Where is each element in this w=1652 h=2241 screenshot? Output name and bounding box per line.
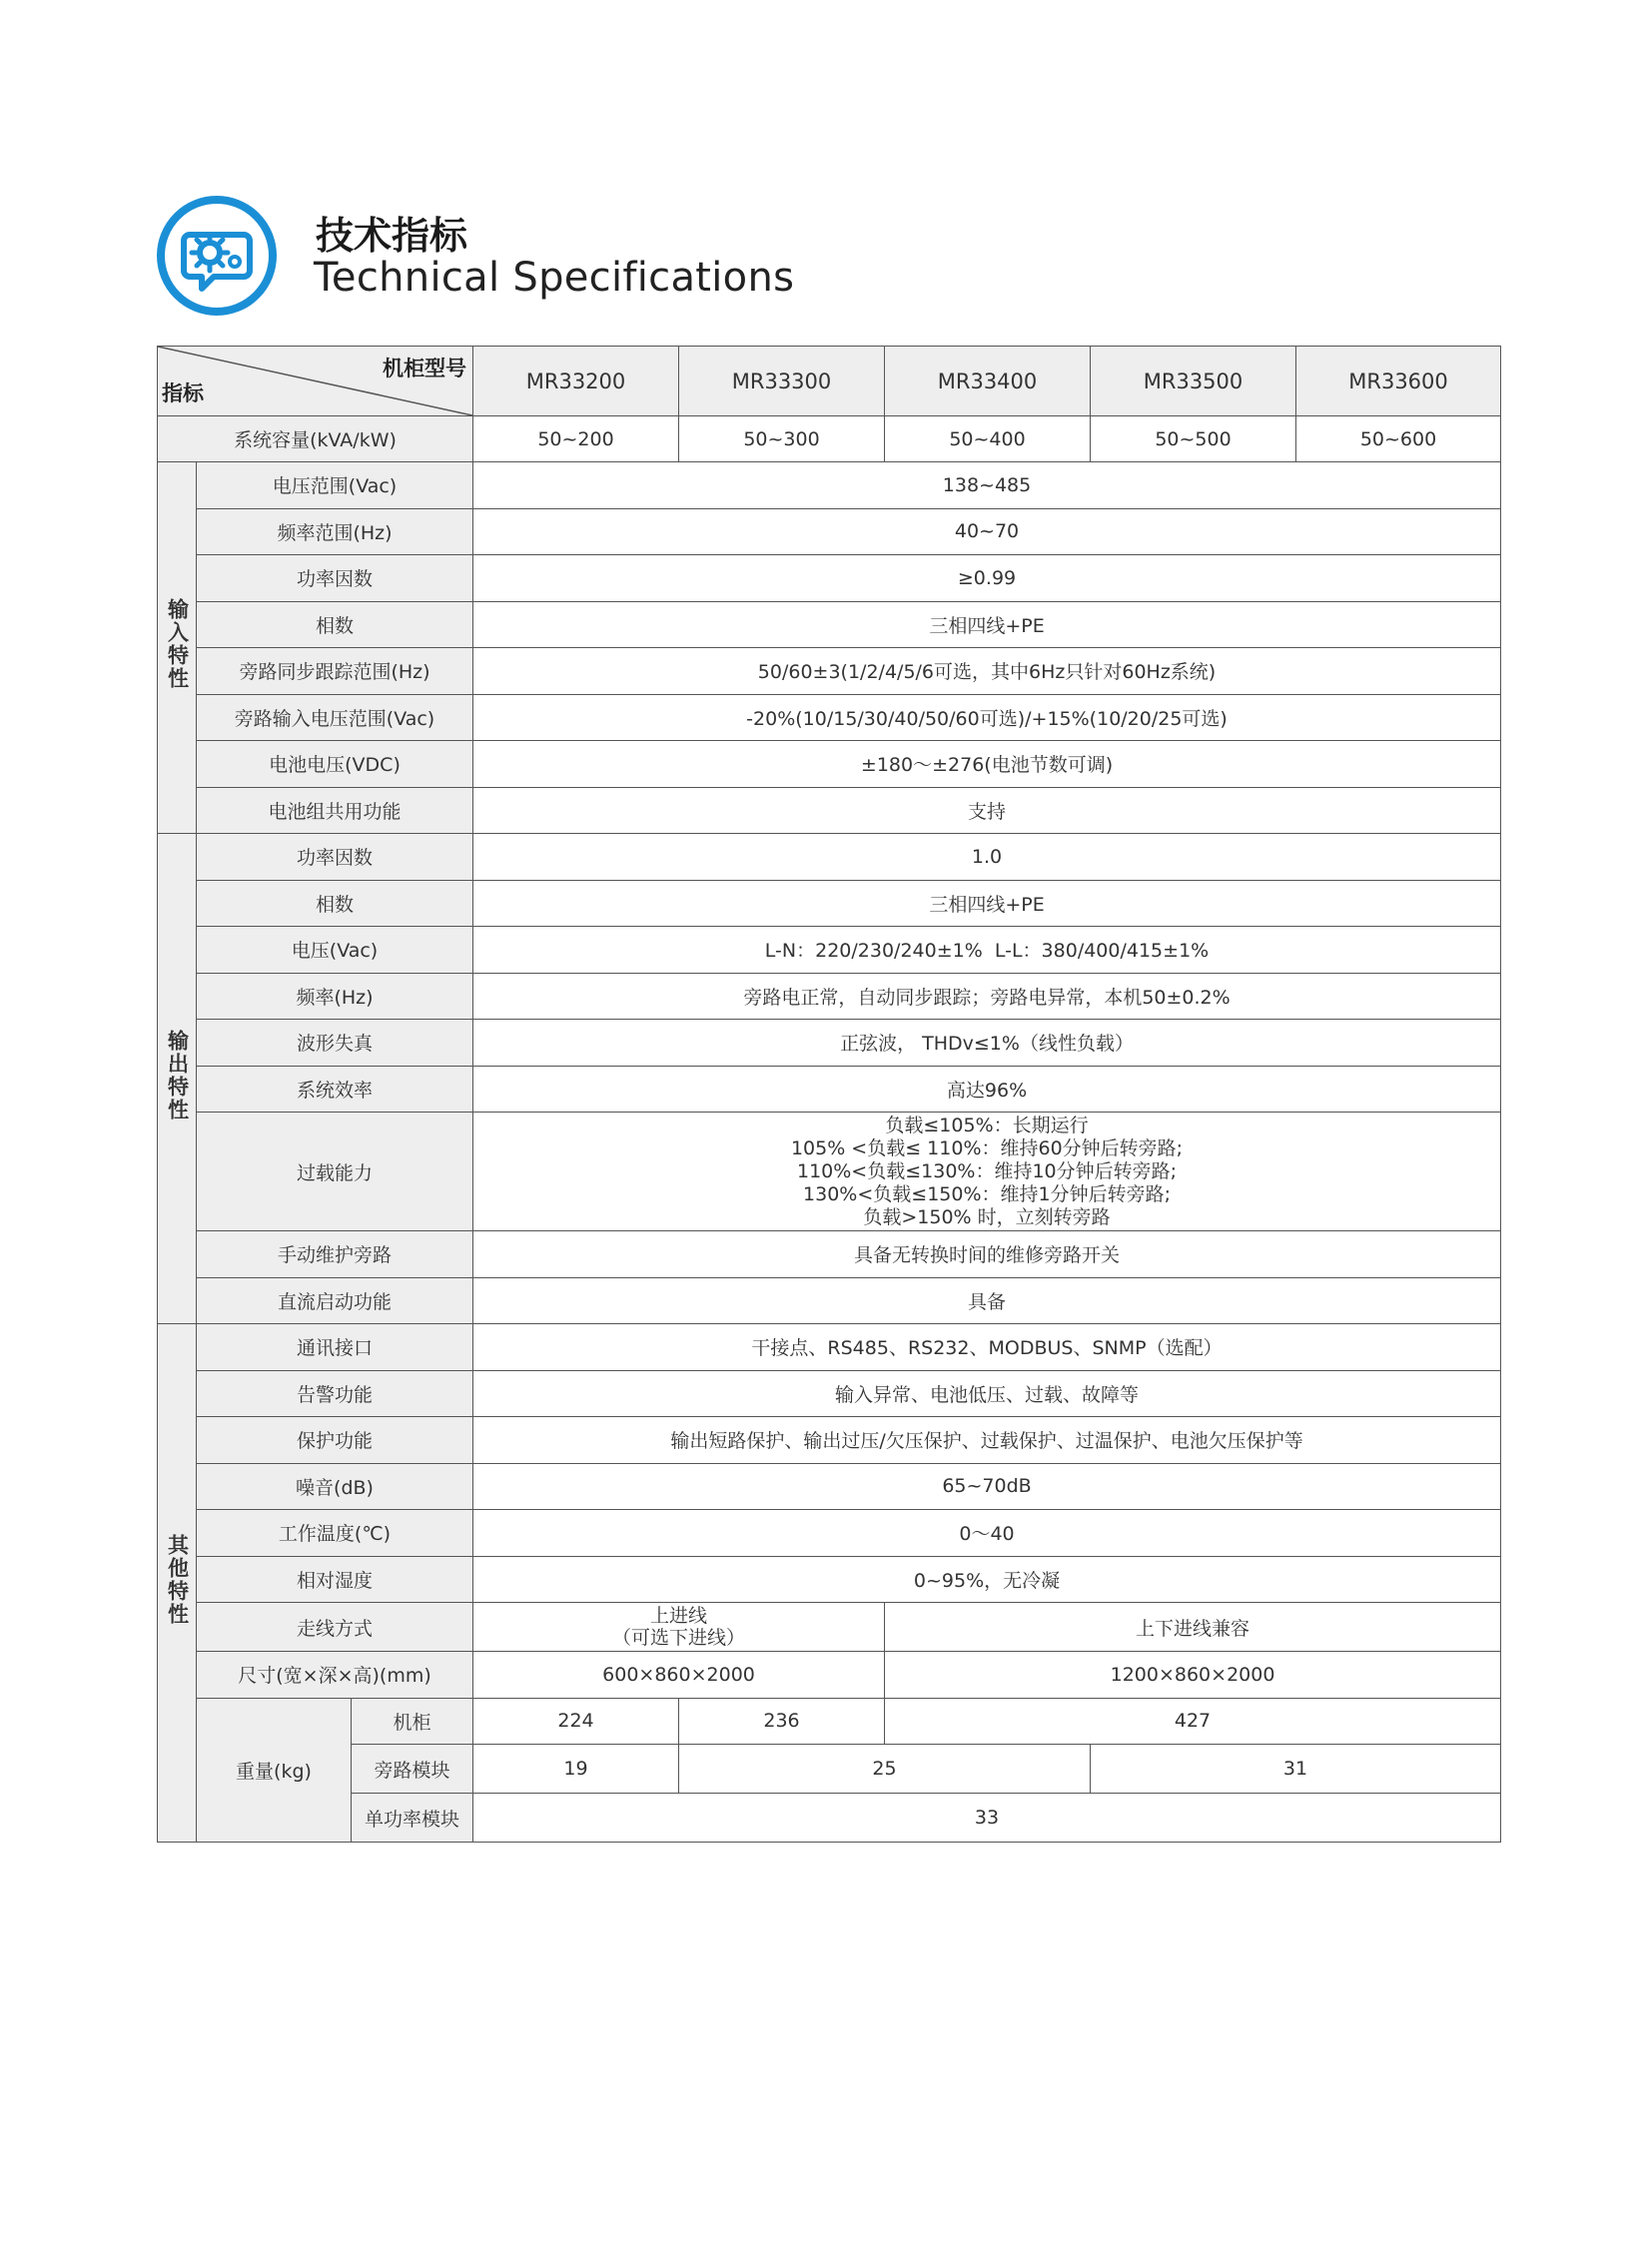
section-header	[156, 195, 1055, 325]
row-label: 功率因数	[197, 834, 473, 881]
settings-chat-icon	[156, 195, 278, 317]
table-row	[158, 1370, 1501, 1417]
spec-table	[157, 346, 1501, 1843]
capacity-row	[158, 416, 1501, 462]
row-value: 427	[885, 1698, 1501, 1745]
capacity-value: 50~300	[679, 416, 885, 462]
row-value: 具备	[473, 1277, 1501, 1324]
table-row	[158, 1324, 1501, 1371]
row-value: 旁路电正常，自动同步跟踪；旁路电异常，本机50±0.2%	[473, 973, 1501, 1020]
table-row	[158, 741, 1501, 788]
row-label: 保护功能	[197, 1417, 473, 1464]
row-value: 1.0	[473, 834, 1501, 881]
row-value: 输出短路保护、输出过压/欠压保护、过载保护、过温保护、电池欠压保护等	[473, 1417, 1501, 1464]
table-row	[158, 973, 1501, 1020]
group-label-other	[158, 1324, 197, 1843]
row-value: 50/60±3(1/2/4/5/6可选，其中6Hz只针对60Hz系统)	[473, 648, 1501, 695]
row-label: 功率因数	[197, 555, 473, 602]
table-row	[158, 555, 1501, 602]
table-row	[158, 1510, 1501, 1557]
row-label: 告警功能	[197, 1370, 473, 1417]
row-label: 系统效率	[197, 1066, 473, 1113]
table-row	[158, 1745, 1501, 1794]
capacity-value: 50~200	[473, 416, 679, 462]
row-label: 相数	[197, 880, 473, 927]
table-row	[158, 462, 1501, 509]
capacity-value: 50~600	[1296, 416, 1501, 462]
table-row	[158, 1698, 1501, 1745]
row-label: 旁路同步跟踪范围(Hz)	[197, 648, 473, 695]
row-label: 相对湿度	[197, 1556, 473, 1603]
row-value: 138~485	[473, 462, 1501, 509]
table-row	[158, 1603, 1501, 1652]
table-row	[158, 1277, 1501, 1324]
row-value: 具备无转换时间的维修旁路开关	[473, 1231, 1501, 1278]
table-row	[158, 1020, 1501, 1067]
group-label-output	[158, 834, 197, 1324]
row-label: 重量(kg)	[197, 1698, 352, 1843]
row-value: 干接点、RS485、RS232、MODBUS、SNMP（选配）	[473, 1324, 1501, 1371]
table-row	[158, 787, 1501, 834]
group-label-text: 其他特性	[165, 1533, 190, 1626]
model-header: MR33600	[1296, 347, 1501, 416]
row-value: 19	[473, 1745, 679, 1794]
model-header: MR33500	[1091, 347, 1296, 416]
row-value: ≥0.99	[473, 555, 1501, 602]
row-value: 三相四线+PE	[473, 880, 1501, 927]
model-header: MR33200	[473, 347, 679, 416]
table-row	[158, 508, 1501, 555]
row-label: 频率范围(Hz)	[197, 508, 473, 555]
row-value: 高达96%	[473, 1066, 1501, 1113]
row-value: 236	[679, 1698, 885, 1745]
row-label: 电池组共用功能	[197, 787, 473, 834]
table-row	[158, 880, 1501, 927]
row-value: 33	[473, 1794, 1501, 1843]
corner-cell	[158, 347, 473, 416]
row-value: 224	[473, 1698, 679, 1745]
header-row	[158, 347, 1501, 416]
table-row	[158, 1113, 1501, 1231]
row-label: 过载能力	[197, 1113, 473, 1231]
corner-label-model: 机柜型号	[383, 357, 467, 380]
row-label: 走线方式	[197, 1603, 473, 1652]
row-value: ±180～±276(电池节数可调)	[473, 741, 1501, 788]
row-value: 0~95%，无冷凝	[473, 1556, 1501, 1603]
sub-row-label: 旁路模块	[352, 1745, 473, 1794]
group-label-text: 输入特性	[165, 598, 190, 690]
corner-label-spec: 指标	[162, 381, 204, 405]
table-row	[158, 694, 1501, 741]
row-label: 频率(Hz)	[197, 973, 473, 1020]
row-label: 噪音(dB)	[197, 1463, 473, 1510]
row-label: 手动维护旁路	[197, 1231, 473, 1278]
group-label-input	[158, 462, 197, 834]
row-value: 三相四线+PE	[473, 601, 1501, 648]
row-label: 波形失真	[197, 1020, 473, 1067]
row-label: 相数	[197, 601, 473, 648]
row-label: 电池电压(VDC)	[197, 741, 473, 788]
model-header: MR33300	[679, 347, 885, 416]
table-row	[158, 1463, 1501, 1510]
row-label: 直流启动功能	[197, 1277, 473, 1324]
table-row	[158, 1231, 1501, 1278]
table-row	[158, 1066, 1501, 1113]
row-value: 0～40	[473, 1510, 1501, 1557]
row-value: L-N：220/230/240±1% L-L：380/400/415±1%	[473, 927, 1501, 974]
table-row	[158, 834, 1501, 881]
row-value: 600×860×2000	[473, 1652, 885, 1699]
row-value: 25	[679, 1745, 1091, 1794]
row-value: 支持	[473, 787, 1501, 834]
row-label: 尺寸(宽×深×高)(mm)	[197, 1652, 473, 1699]
table-row	[158, 1794, 1501, 1843]
row-label: 系统容量(kVA/kW)	[158, 416, 473, 462]
table-row	[158, 927, 1501, 974]
group-label-text: 输出特性	[165, 1029, 190, 1121]
table-row	[158, 1417, 1501, 1464]
row-label: 通讯接口	[197, 1324, 473, 1371]
row-value: 65~70dB	[473, 1463, 1501, 1510]
row-label: 旁路输入电压范围(Vac)	[197, 694, 473, 741]
row-value: 1200×860×2000	[885, 1652, 1501, 1699]
row-label: 电压(Vac)	[197, 927, 473, 974]
capacity-value: 50~400	[885, 416, 1091, 462]
row-value: 输入异常、电池低压、过载、故障等	[473, 1370, 1501, 1417]
capacity-value: 50~500	[1091, 416, 1296, 462]
table-row	[158, 1652, 1501, 1699]
row-value: 上下进线兼容	[885, 1603, 1501, 1652]
row-label: 电压范围(Vac)	[197, 462, 473, 509]
row-value: 正弦波， THDv≤1%（线性负载）	[473, 1020, 1501, 1067]
table-row	[158, 601, 1501, 648]
page-subtitle: Technical Specifications	[314, 255, 795, 301]
row-value: -20%(10/15/30/40/50/60可选)/+15%(10/20/25可选)	[473, 694, 1501, 741]
table-row	[158, 648, 1501, 695]
row-value: 31	[1091, 1745, 1501, 1794]
sub-row-label: 单功率模块	[352, 1794, 473, 1843]
sub-row-label: 机柜	[352, 1698, 473, 1745]
row-value: 40~70	[473, 508, 1501, 555]
row-value: 负载≤105%：长期运行 105% <负载≤ 110%：维持60分钟后转旁路; 110%<负载≤130%：维持10分钟后转旁路; 130%<负载≤150%：维持1分钟后转旁路; 负载>150% 时，立刻转旁路	[473, 1113, 1501, 1231]
page-title: 技术指标	[316, 214, 468, 258]
row-label: 工作温度(℃)	[197, 1510, 473, 1557]
table-row	[158, 1556, 1501, 1603]
row-value: 上进线 （可选下进线）	[473, 1603, 885, 1652]
model-header: MR33400	[885, 347, 1091, 416]
